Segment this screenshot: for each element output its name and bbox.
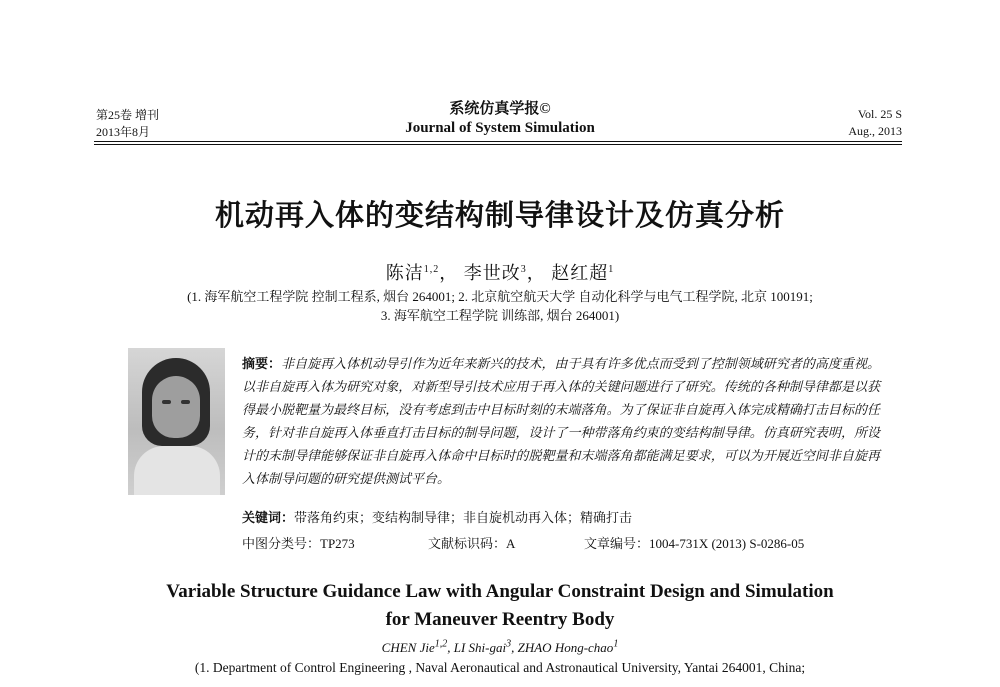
author-name: 赵红超 [551,263,609,283]
classification-line [242,535,804,553]
header-rule-thin [94,144,902,145]
affiliations-cn [0,287,1000,325]
authors-cn [0,259,1000,285]
author-name: 陈洁 [385,263,424,283]
abstract-label: 摘要： [242,356,282,371]
keywords-label: 关键词： [242,510,295,525]
date-en: Aug., 2013 [848,124,902,138]
author-affil-index: 3 [520,264,527,275]
keywords [242,508,880,527]
photo-body [134,446,220,495]
title-en-line: for Maneuver Reentry Body [385,609,615,630]
author-separator: , [447,640,454,655]
header-right [848,106,902,140]
author-separator: ， [526,263,546,283]
journal-name-en: Journal of System Simulation [405,120,595,136]
photo-eye [162,400,171,404]
author-name: ZHAO Hong-chao [517,640,614,655]
abstract [242,352,880,490]
author-name: LI Shi-gai [453,640,507,655]
date-cn: 2013年8月 [96,125,151,139]
document-code: 文献标识码：A [428,536,516,551]
paper-title-cn: 机动再入体的变结构制导律设计及仿真分析 [214,200,785,232]
author-affil-index: 3 [506,638,512,650]
author-separator: , [511,640,518,655]
affiliation-line: (1. 海军航空工程学院 控制工程系, 烟台 264001; 2. 北京航空航天大学 自动化科学与电气工程学院, 北京 100191; [187,289,813,304]
title-en-line: Variable Structure Guidance Law with Angular Constraint Design and Simulation [166,581,834,602]
author-photo [128,348,225,495]
affiliation-en: (1. Department of Control Engineering , Naval Aeronautical and Astronautical University, Yantai 264001, China; [194,660,806,675]
author-affil-index: 1,2 [434,638,448,650]
author-name: 李世改 [463,263,521,283]
keywords-text: 带落角约束；变结构制导律；非自旋机动再入体；精确打击 [294,510,633,525]
photo-face [152,376,200,438]
author-separator: ， [439,263,459,283]
volume-en: Vol. 25 S [857,107,902,121]
author-affil-index: 1 [608,264,615,275]
author-affil-index: 1 [613,638,619,650]
journal-name-cn: 系统仿真学报© [449,101,551,117]
header-left [96,107,159,141]
affiliation-line: 3. 海军航空工程学院 训练部, 烟台 264001) [380,308,620,323]
authors-en [0,640,1000,656]
clc-number: 中图分类号：TP273 [242,536,355,551]
volume-cn: 第25卷 增刊 [96,108,160,122]
photo-eye [181,400,190,404]
author-affil-index: 1,2 [423,264,440,275]
abstract-text: 非自旋再入体机动导引作为近年来新兴的技术，由于具有许多优点而受到了控制领域研究者的高度重视。以非自旋再入体为研究对象，对新型导引技术应用于再入体的关键问题进行了研究。传统的各种制导律都是以获得最小脱靶量为最终目标，没有考虑到击中目标时刻的末端落角。为了保证非自旋再入体完成精确打击目标的任务，针对非自旋再入体垂直打击目标的制导问题，设计了一种带落角约束的变结构制导律。仿真研究表明，所设计的末制导律能够保证非自旋再入体命中目标时的脱靶量和末端落角都能满足要求，可以为开展近空间非自旋再入体制导问题的研究提供测试平台。 [242,356,880,486]
article-number: 文章编号：1004-731X (2013) S-0286-05 [584,536,805,551]
header-rule-thick [94,141,902,142]
journal-name [300,100,700,138]
paper-title-en [0,578,1000,634]
author-name: CHEN Jie [381,640,435,655]
